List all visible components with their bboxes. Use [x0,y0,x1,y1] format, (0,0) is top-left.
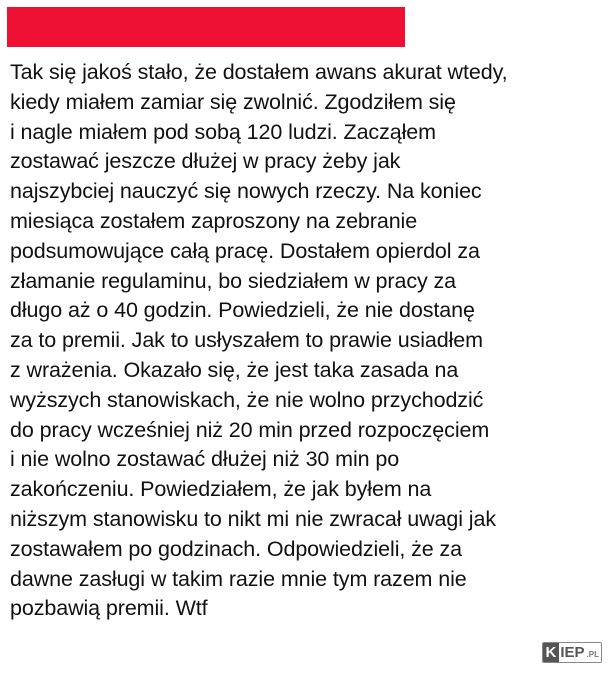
story-line: zakończeniu. Powiedziałem, że jak byłem na [10,477,432,502]
kiep-watermark-logo [542,642,602,663]
story-line: złamanie regulaminu, bo siedziałem w pracy za [10,268,457,293]
story-line: z wrażenia. Okazało się, że jest taka zasada na [10,357,459,382]
story-line: za to premii. Jak to usłyszałem to prawie usiadłem [10,328,483,353]
story-line: zostawać jeszcze dłużej w pracy żeby jak [10,149,401,174]
story-line: i nie wolno zostawać dłużej niż 30 min po [10,447,400,472]
story-line: i nagle miałem pod sobą 120 ludzi. Zacząłem [10,119,436,144]
story-line: najszybciej nauczyć się nowych rzeczy. Na koniec [10,179,482,204]
story-line: kiedy miałem zamiar się zwolnić. Zgodziłem się [10,89,456,114]
story-line: dawne zasługi w takim razie mnie tym razem nie [10,566,467,591]
story-line: do pracy wcześniej niż 20 min przed rozpoczęciem [10,417,490,442]
story-line: podsumowujące całą pracę. Dostałem opierdol za [10,238,480,263]
story-line: zostawałem po godzinach. Odpowiedzieli, że za [10,536,463,561]
watermark-k: K [543,643,560,662]
red-banner [7,7,405,47]
watermark-iep: IEP [560,644,585,661]
story-text [10,58,608,624]
story-line: długo aż o 40 godzin. Powiedzieli, że nie dostanę [10,298,475,323]
story-line: pozbawią premii. Wtf [10,596,208,621]
story-line: Tak się jakoś stało, że dostałem awans akurat wtedy, [10,60,508,84]
watermark-pl: .PL [587,643,601,662]
story-line: niższym stanowisku to nikt mi nie zwracał uwagi jak [10,506,496,531]
story-line: miesiąca zostałem zaproszony na zebranie [10,208,418,233]
story-line: wyższych stanowiskach, że nie wolno przychodzić [10,387,484,412]
